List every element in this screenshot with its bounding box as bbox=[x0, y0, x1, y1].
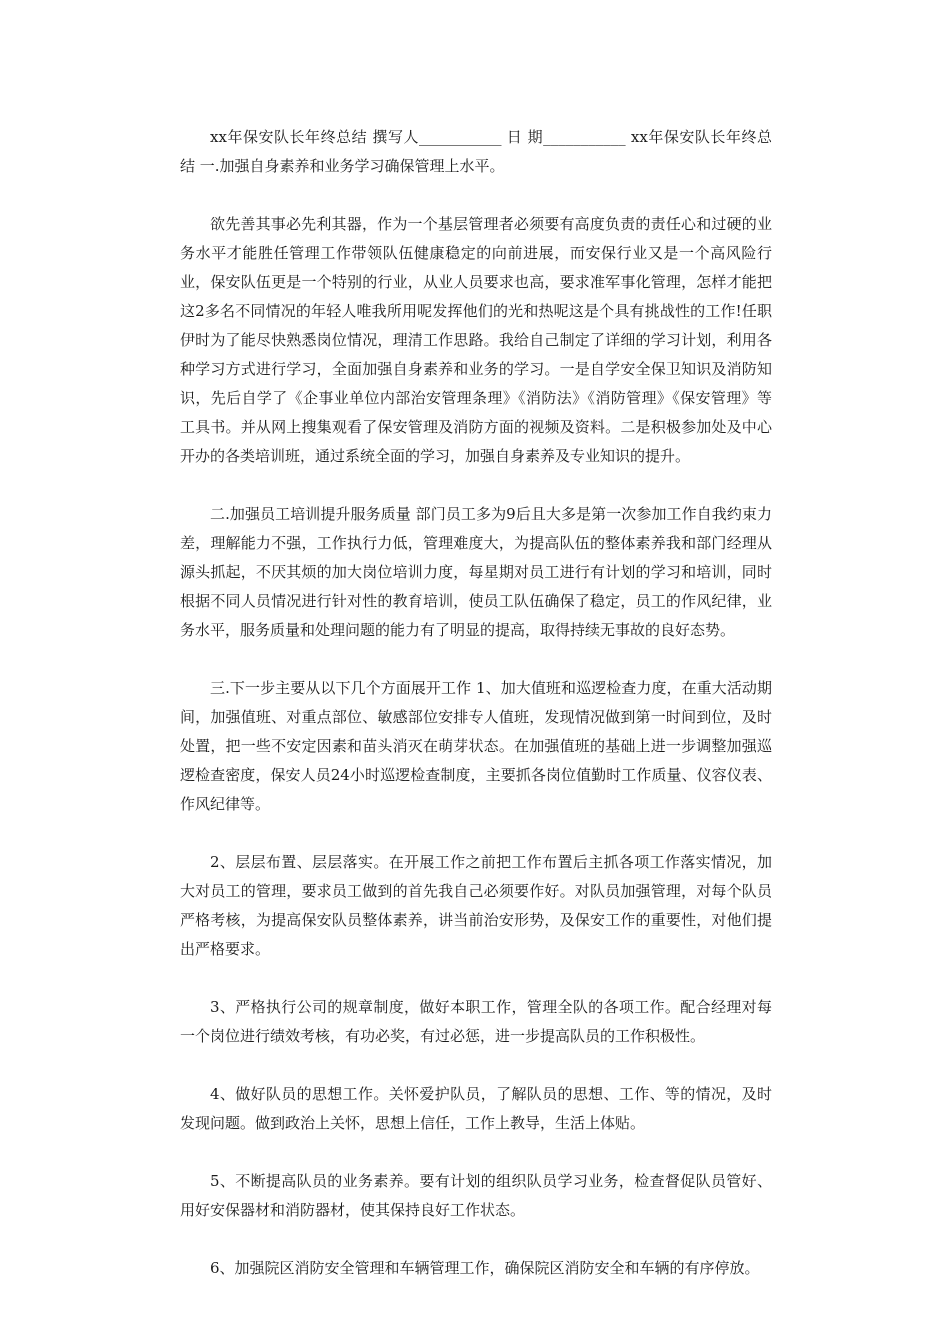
paragraph-item-4: 4、做好队员的思想工作。关怀爱护队员，了解队员的思想、工作、等的情况，及时发现问题。做到政治上关怀，思想上信任，工作上教导，生活上体贴。 bbox=[180, 1085, 772, 1132]
paragraph-item-6: 6、加强院区消防安全管理和车辆管理工作，确保院区消防安全和车辆的有序停放。 bbox=[210, 1259, 760, 1277]
paragraph-item-5: 5、不断提高队员的业务素养。要有计划的组织队员学习业务，检查督促队员管好、用好安保器材和消防器材，使其保持良好工作状态。 bbox=[180, 1172, 772, 1219]
paragraph-section-3: 三.下一步主要从以下几个方面展开工作 1、加大值班和巡逻检查力度，在重大活动期间，加强值班、对重点部位、敏感部位安排专人值班，发现情况做到第一时间到位，及时处置，把一些不安定因素和苗头消灭在萌芽状态。在加强值班的基础上进一步调整加强巡逻检查密度，保安人员24小时巡逻检查制度，主要抓各岗位值勤时工作质量、仪容仪表、作风纪律等。 bbox=[180, 679, 772, 813]
paragraph-title: xx年保安队长年终总结 撰写人___________ 日 期___________ xx年保安队长年终总结 一.加强自身素养和业务学习确保管理上水平。 bbox=[180, 128, 772, 175]
paragraph-item-2: 2、层层布置、层层落实。在开展工作之前把工作布置后主抓各项工作落实情况，加大对员工的管理，要求员工做到的首先我自己必须要作好。对队员加强管理，对每个队员严格考核，为提高保安队员整体素养，讲当前治安形势，及保安工作的重要性，对他们提出严格要求。 bbox=[180, 853, 772, 958]
paragraph-item-3: 3、严格执行公司的规章制度，做好本职工作，管理全队的各项工作。配合经理对每一个岗位进行绩效考核，有功必奖，有过必惩，进一步提高队员的工作积极性。 bbox=[180, 998, 772, 1045]
paragraph-section-2: 二.加强员工培训提升服务质量 部门员工多为9后且大多是第一次参加工作自我约束力差，理解能力不强，工作执行力低，管理难度大，为提高队伍的整体素养我和部门经理从源头抓起，不厌其烦的加大岗位培训力度，每星期对员工进行有计划的学习和培训，同时根据不同人员情况进行针对性的教育培训，使员工队伍确保了稳定，员工的作风纪律，业务水平，服务质量和处理问题的能力有了明显的提高，取得持续无事故的良好态势。 bbox=[180, 505, 772, 639]
paragraph-section-1: 欲先善其事必先利其器，作为一个基层管理者必须要有高度负责的责任心和过硬的业务水平才能胜任管理工作带领队伍健康稳定的向前进展，而安保行业又是一个高风险行业，保安队伍更是一个特别的行业，从业人员要求也高，要求准军事化管理，怎样才能把这2多名不同情况的年轻人唯我所用呢发挥他们的光和热呢这是个具有挑战性的工作!任职伊时为了能尽快熟悉岗位情况，理清工作思路。我给自己制定了详细的学习计划，利用各种学习方式进行学习，全面加强自身素养和业务的学习。一是自学安全保卫知识及消防知识，先后自学了《企事业单位内部治安管理条理》《消防法》《消防管理》《保安管理》等工具书。并从网上搜集观看了保安管理及消防方面的视频及资料。二是积极参加处及中心开办的各类培训班，通过系统全面的学习，加强自身素养及专业知识的提升。 bbox=[180, 215, 772, 465]
document-page bbox=[180, 123, 772, 1312]
